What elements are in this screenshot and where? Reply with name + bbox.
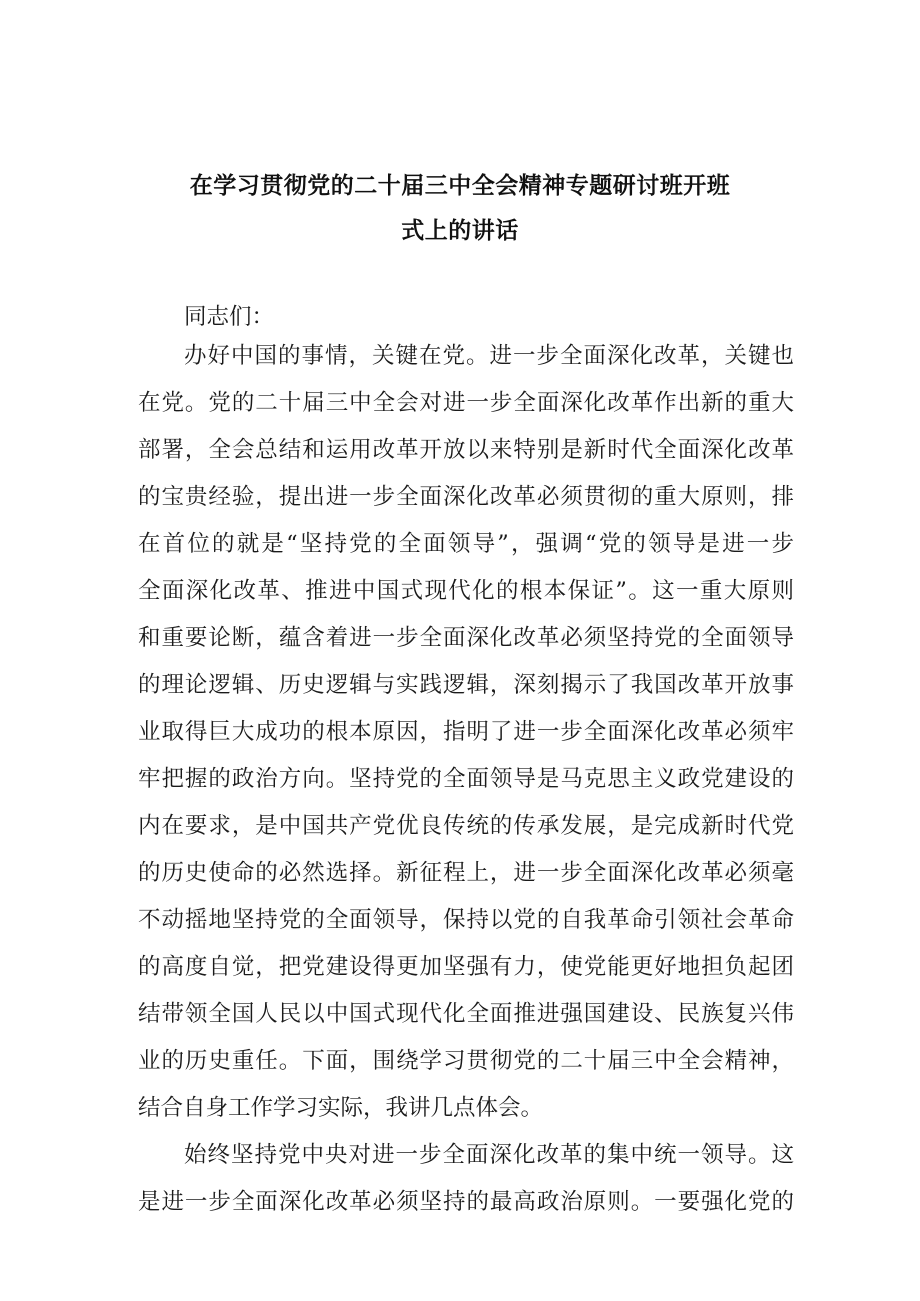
paragraph-1-line: 结带领全国人民以中国式现代化全面推进强国建设、民族复兴伟 [138,1001,794,1027]
paragraph-1-line: 内在要求，是中国共产党优良传统的传承发展，是完成新时代党 [138,813,794,839]
paragraph-1-line: 和重要论断，蕴含着进一步全面深化改革必须坚持党的全面领导 [138,625,794,651]
paragraph-1-line: 的历史使命的必然选择。新征程上，进一步全面深化改革必须毫 [138,860,794,886]
paragraph-1-line: 结合自身工作学习实际，我讲几点体会。 [138,1095,544,1121]
paragraph-1-line: 牢把握的政治方向。坚持党的全面领导是马克思主义政党建设的 [138,766,794,792]
paragraph-1-line: 在首位的就是“坚持党的全面领导”，强调“党的领导是进一步 [138,531,794,557]
paragraph-1-line: 业的历史重任。下面，围绕学习贯彻党的二十届三中全会精神， [138,1048,794,1074]
document-title-line-2: 式上的讲话 [401,218,519,244]
paragraph-1-line: 的高度自觉，把党建设得更加坚强有力，使党能更好地担负起团 [138,954,794,980]
paragraph-1-line: 不动摇地坚持党的全面领导，保持以党的自我革命引领社会革命 [138,907,794,933]
paragraph-1-line: 部署，全会总结和运用改革开放以来特别是新时代全面深化改革 [138,437,794,463]
paragraph-1-line: 的宝贵经验，提出进一步全面深化改革必须贯彻的重大原则，排 [138,484,794,510]
paragraph-1-line: 的理论逻辑、历史逻辑与实践逻辑，深刻揭示了我国改革开放事 [138,672,794,698]
paragraph-2-line: 是进一步全面深化改革必须坚持的最高政治原则。一要强化党的 [138,1189,794,1215]
paragraph-1-line: 在党。党的二十届三中全会对进一步全面深化改革作出新的重大 [138,390,794,416]
document-title-line-1: 在学习贯彻党的二十届三中全会精神专题研讨班开班 [189,173,731,199]
paragraph-2-line: 始终坚持党中央对进一步全面深化改革的集中统一领导。这 [184,1142,794,1168]
paragraph-1-line: 全面深化改革、推进中国式现代化的根本保证”。这一重大原则 [138,578,794,604]
document-body [138,0,794,1301]
paragraph-1-line: 业取得巨大成功的根本原因，指明了进一步全面深化改革必须牢 [138,719,794,745]
paragraph-1-line: 办好中国的事情，关键在党。进一步全面深化改革，关键也 [184,343,794,369]
salutation: 同志们： [184,304,275,330]
